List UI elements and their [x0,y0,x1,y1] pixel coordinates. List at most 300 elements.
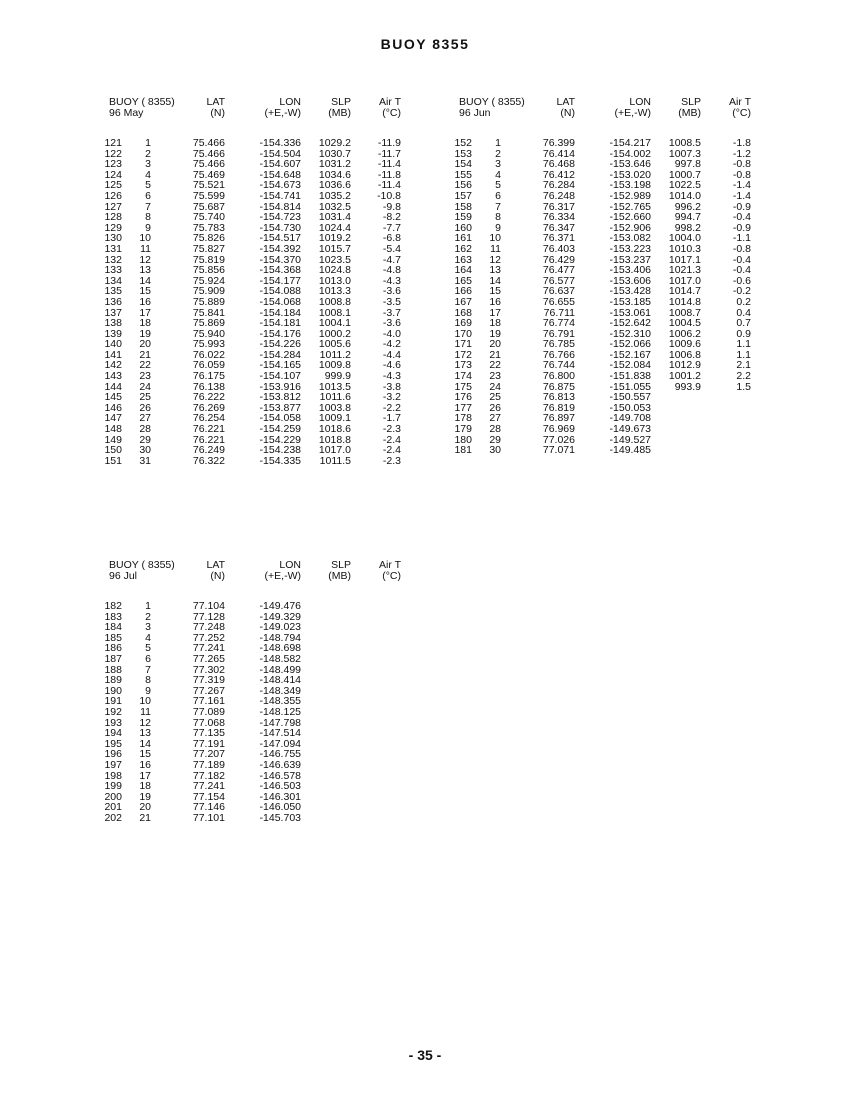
day-of-year-cell: 129 [104,221,122,234]
slp-cell: 1031.2 [318,158,351,171]
day-cell: 16 [139,758,151,771]
day-of-year-cell: 139 [104,327,122,340]
air-temp-cell: -3.6 [382,317,401,330]
lat-cell: 77.191 [192,737,225,750]
lat-cell: 76.059 [192,359,225,372]
lat-cell: 77.154 [192,790,225,803]
day-cell: 10 [139,695,151,708]
lon-cell: -154.741 [259,189,301,202]
day-of-year-cell: 174 [454,370,472,383]
day-of-year-cell: 140 [104,338,122,351]
lat-cell: 76.371 [542,232,575,245]
lat-cell: 77.089 [192,705,225,718]
lat-cell: 77.104 [192,600,225,612]
day-of-year-cell: 148 [104,423,122,436]
slp-cell: 1024.4 [318,221,351,234]
lat-cell: 76.175 [192,370,225,383]
lon-cell: -154.259 [259,423,301,436]
lat-cell: 76.897 [542,412,575,425]
lat-cell: 75.940 [192,327,225,340]
lon-cell: -146.578 [259,769,301,782]
lat-unit: (N) [210,570,225,582]
day-cell: 10 [139,232,151,245]
air-temp-cell: -0.2 [732,285,751,298]
lat-header: LAT [206,96,225,108]
lat-cell: 77.068 [192,716,225,729]
air-temp-cell: -3.7 [382,306,401,319]
air-temp-cell: -4.2 [382,338,401,351]
day-cell: 17 [489,306,501,319]
air-temp-cell: -9.8 [382,200,401,213]
day-of-year-cell: 125 [104,179,122,192]
lat-cell: 76.322 [192,454,225,467]
air-temp-cell: 0.4 [736,306,751,319]
lat-cell: 76.221 [192,433,225,446]
day-of-year-cell: 200 [104,790,122,803]
buoy-header: BUOY ( 8355) [459,96,525,108]
lat-cell: 75.599 [192,189,225,202]
lat-cell: 76.711 [543,306,575,319]
lat-cell: 75.466 [192,137,225,149]
lat-cell: 76.655 [542,295,575,308]
lon-cell: -152.642 [609,317,651,330]
day-cell: 15 [489,285,501,298]
day-cell: 18 [489,317,501,330]
day-of-year-cell: 189 [104,674,122,687]
slp-cell: 1017.0 [668,274,701,287]
lon-cell: -153.406 [609,264,651,277]
day-of-year-cell: 195 [104,737,122,750]
air-temp-cell: -4.0 [382,327,401,340]
lon-cell: -148.582 [259,652,301,665]
lon-cell: -154.058 [259,412,301,425]
air-temp-cell: -0.4 [732,211,751,224]
air-temp-cell: -0.9 [732,200,751,213]
slp-cell: 1008.5 [668,137,701,149]
day-of-year-cell: 194 [104,727,122,740]
day-of-year-cell: 127 [104,200,122,213]
lon-cell: -154.238 [259,444,301,457]
day-of-year-cell: 183 [104,610,122,623]
day-cell: 13 [489,264,501,277]
day-of-year-cell: 138 [104,317,122,330]
slp-cell: 1011.6 [319,391,351,404]
day-of-year-cell: 199 [104,780,122,793]
lon-cell: -153.237 [609,253,651,266]
air-temp-cell: -1.4 [732,179,751,192]
slp-cell: 998.2 [674,221,701,234]
day-cell: 3 [145,158,151,171]
lat-cell: 76.138 [192,380,225,393]
lon-cell: -154.226 [259,338,301,351]
lon-cell: -154.217 [609,137,651,149]
lon-cell: -152.066 [609,338,651,351]
slp-cell: 1014.0 [668,189,701,202]
lon-cell: -154.392 [259,242,301,255]
lon-cell: -154.723 [259,211,301,224]
lat-cell: 76.414 [542,147,575,160]
lon-cell: -146.755 [259,748,301,761]
lat-cell: 77.252 [192,631,225,644]
day-cell: 8 [145,211,151,224]
lon-cell: -149.023 [259,621,301,634]
day-of-year-cell: 171 [454,338,472,351]
day-of-year-cell: 179 [454,423,472,436]
day-of-year-cell: 143 [104,370,122,383]
lon-cell: -152.989 [609,189,651,202]
day-cell: 1 [145,137,151,149]
air-temp-cell: 0.9 [736,327,751,340]
day-cell: 3 [145,621,151,634]
lat-cell: 76.813 [542,391,575,404]
lon-cell: -154.673 [259,179,301,192]
period-label: 96 Jul [109,570,138,582]
air-temp-cell: -5.4 [382,242,401,255]
slp-cell: 1017.1 [668,253,701,266]
lon-cell: -154.368 [259,264,301,277]
air-temp-cell: -2.3 [382,454,401,467]
slp-cell: 1013.5 [318,380,351,393]
day-of-year-cell: 190 [104,684,122,697]
day-cell: 12 [139,253,151,266]
day-of-year-cell: 196 [104,748,122,761]
slp-cell: 1009.6 [668,338,701,351]
slp-cell: 1005.6 [318,338,351,351]
lat-cell: 75.819 [192,253,225,266]
air-temp-cell: -2.4 [382,433,401,446]
day-cell: 8 [495,211,501,224]
lat-cell: 76.429 [542,253,575,266]
day-of-year-cell: 172 [454,348,472,361]
slp-unit: (MB) [678,107,701,119]
day-cell: 27 [139,412,151,425]
buoy-header: BUOY ( 8355) [109,96,175,108]
lon-cell: -154.517 [259,232,301,245]
lat-cell: 77.265 [192,652,225,665]
air-temp-cell: -0.4 [732,253,751,266]
day-cell: 17 [139,306,151,319]
day-of-year-cell: 178 [454,412,472,425]
lon-unit: (+E,-W) [264,107,301,119]
lat-cell: 76.249 [192,444,225,457]
day-of-year-cell: 198 [104,769,122,782]
lat-cell: 76.875 [542,380,575,393]
day-of-year-cell: 161 [454,232,472,245]
day-cell: 16 [489,295,501,308]
lon-cell: -151.055 [609,380,651,393]
lon-cell: -154.229 [259,433,301,446]
air-temp-cell: -1.2 [732,147,751,160]
lon-cell: -149.527 [609,433,651,446]
day-of-year-cell: 144 [104,380,122,393]
lat-cell: 76.819 [542,401,575,414]
lat-cell: 77.146 [192,801,225,814]
lon-cell: -149.476 [259,600,301,612]
slp-cell: 1003.8 [318,401,351,414]
day-cell: 13 [139,264,151,277]
day-cell: 12 [139,716,151,729]
day-of-year-cell: 141 [104,348,122,361]
slp-cell: 1010.3 [668,242,701,255]
day-cell: 9 [145,221,151,234]
day-cell: 21 [139,811,151,824]
slp-cell: 1000.2 [318,327,351,340]
lat-cell: 76.637 [542,285,575,298]
lon-cell: -154.648 [259,168,301,181]
air-temp-cell: -2.4 [382,444,401,457]
day-cell: 2 [145,147,151,160]
day-of-year-cell: 186 [104,642,122,655]
day-cell: 18 [139,780,151,793]
day-cell: 20 [139,801,151,814]
slp-header: SLP [331,96,351,108]
lat-cell: 76.744 [542,359,575,372]
day-cell: 23 [489,370,501,383]
page-title: BUOY 8355 [380,36,470,52]
lon-cell: -153.082 [609,232,651,245]
day-cell: 14 [139,737,151,750]
lon-cell: -148.355 [259,695,301,708]
lat-cell: 77.182 [192,769,225,782]
day-of-year-cell: 202 [104,811,122,824]
lon-cell: -145.703 [259,811,301,824]
lat-cell: 75.993 [192,338,225,351]
slp-cell: 1018.6 [318,423,351,436]
slp-cell: 1013.3 [318,285,351,298]
lat-cell: 75.827 [192,242,225,255]
day-cell: 5 [495,179,501,192]
lat-cell: 76.317 [542,200,575,213]
slp-cell: 1029.2 [318,137,351,149]
lat-cell: 77.241 [192,780,225,793]
lat-cell: 75.469 [192,168,225,181]
air-temp-unit: (°C) [732,107,751,119]
lon-header: LON [279,559,301,571]
lat-cell: 76.248 [542,189,575,202]
slp-cell: 1004.1 [318,317,351,330]
day-cell: 1 [495,137,501,149]
day-cell: 15 [139,748,151,761]
slp-cell: 999.9 [324,370,351,383]
slp-cell: 1030.7 [318,147,351,160]
lat-cell: 77.135 [192,727,225,740]
slp-cell: 1032.5 [318,200,351,213]
lon-cell: -154.370 [259,253,301,266]
day-of-year-cell: 121 [104,137,122,149]
page-number: - 35 - [408,1047,442,1063]
lat-cell: 75.521 [192,179,225,192]
lon-cell: -153.020 [609,168,651,181]
air-temp-cell: -6.8 [382,232,401,245]
lon-cell: -153.812 [259,391,301,404]
lat-cell: 77.161 [192,695,225,708]
day-cell: 22 [489,359,501,372]
slp-cell: 1019.2 [318,232,351,245]
day-of-year-cell: 192 [104,705,122,718]
lat-cell: 76.468 [542,158,575,171]
day-of-year-cell: 137 [104,306,122,319]
lon-cell: -151.838 [609,370,651,383]
slp-cell: 1031.4 [318,211,351,224]
lon-cell: -154.336 [259,137,301,149]
lon-cell: -148.698 [259,642,301,655]
lat-cell: 76.800 [542,370,575,383]
slp-cell: 1008.7 [668,306,701,319]
lat-cell: 75.783 [192,221,225,234]
air-temp-cell: -3.2 [382,391,401,404]
day-cell: 9 [145,684,151,697]
day-of-year-cell: 147 [104,412,122,425]
air-temp-cell: -0.8 [732,242,751,255]
slp-cell: 994.7 [674,211,701,224]
lat-cell: 75.466 [192,147,225,160]
slp-cell: 996.2 [674,200,701,213]
lon-cell: -146.050 [259,801,301,814]
lat-cell: 77.267 [192,684,225,697]
lat-cell: 76.412 [542,168,575,181]
air-temp-cell: -1.7 [382,412,401,425]
air-temp-cell: -3.5 [382,295,401,308]
lat-cell: 75.687 [192,200,225,213]
day-of-year-cell: 152 [454,137,472,149]
lon-cell: -154.184 [259,306,301,319]
day-of-year-cell: 184 [104,621,122,634]
day-cell: 5 [145,179,151,192]
day-of-year-cell: 201 [104,801,122,814]
day-cell: 15 [139,285,151,298]
slp-cell: 1018.8 [318,433,351,446]
day-cell: 14 [139,274,151,287]
day-cell: 26 [139,401,151,414]
day-cell: 26 [489,401,501,414]
day-of-year-cell: 136 [104,295,122,308]
day-of-year-cell: 154 [454,158,472,171]
lon-cell: -154.181 [259,317,301,330]
lon-cell: -153.606 [609,274,651,287]
lon-cell: -147.094 [259,737,301,750]
air-temp-cell: -4.4 [382,348,401,361]
lon-cell: -147.514 [259,727,301,740]
lon-cell: -154.165 [259,359,301,372]
day-cell: 25 [489,391,501,404]
day-cell: 29 [489,433,501,446]
lon-cell: -150.557 [609,391,651,404]
air-temp-cell: 2.2 [736,370,751,383]
day-of-year-cell: 122 [104,147,122,160]
slp-cell: 1034.6 [318,168,351,181]
lon-cell: -154.176 [259,327,301,340]
air-temp-cell: -0.4 [732,264,751,277]
lon-cell: -153.198 [609,179,651,192]
air-temp-cell: -2.2 [382,401,401,414]
lat-unit: (N) [560,107,575,119]
day-cell: 30 [139,444,151,457]
lat-cell: 75.826 [192,232,225,245]
lat-cell: 75.841 [192,306,225,319]
air-temp-cell: -10.8 [377,189,401,202]
air-temp-cell: 1.5 [736,380,751,393]
day-cell: 16 [139,295,151,308]
air-temp-cell: -4.3 [382,274,401,287]
day-cell: 19 [139,327,151,340]
air-temp-cell: -0.6 [732,274,751,287]
day-cell: 29 [139,433,151,446]
day-cell: 5 [145,642,151,655]
day-cell: 17 [139,769,151,782]
day-cell: 22 [139,359,151,372]
air-temp-cell: -11.4 [377,158,401,171]
day-of-year-cell: 153 [454,147,472,160]
day-cell: 24 [139,380,151,393]
air-temp-header: Air T [729,96,751,108]
day-cell: 2 [495,147,501,160]
lat-cell: 75.889 [192,295,225,308]
lat-cell: 76.222 [192,391,225,404]
air-temp-cell: 0.7 [736,317,751,330]
lon-cell: -153.428 [609,285,651,298]
day-of-year-cell: 169 [454,317,472,330]
day-of-year-cell: 142 [104,359,122,372]
day-cell: 11 [490,242,501,255]
lon-cell: -148.414 [259,674,301,687]
lon-cell: -153.185 [609,295,651,308]
day-of-year-cell: 180 [454,433,472,446]
lat-cell: 76.969 [542,423,575,436]
slp-cell: 1011.2 [319,348,351,361]
lon-cell: -146.301 [259,790,301,803]
lon-cell: -148.794 [259,631,301,644]
day-of-year-cell: 160 [454,221,472,234]
day-of-year-cell: 124 [104,168,122,181]
air-temp-cell: -4.8 [382,264,401,277]
day-of-year-cell: 159 [454,211,472,224]
day-of-year-cell: 151 [104,454,122,467]
lon-cell: -154.068 [259,295,301,308]
slp-cell: 1007.3 [668,147,701,160]
day-of-year-cell: 162 [454,242,472,255]
lon-cell: -152.660 [609,211,651,224]
air-temp-cell: -11.4 [377,179,401,192]
day-of-year-cell: 176 [454,391,472,404]
lon-cell: -153.646 [609,158,651,171]
day-of-year-cell: 130 [104,232,122,245]
day-of-year-cell: 123 [104,158,122,171]
day-cell: 21 [139,348,151,361]
slp-cell: 1009.1 [318,412,351,425]
day-of-year-cell: 128 [104,211,122,224]
lat-cell: 77.101 [192,811,225,824]
lon-header: LON [629,96,651,108]
lat-header: LAT [206,559,225,571]
day-of-year-cell: 164 [454,264,472,277]
air-temp-cell: 1.1 [736,348,751,361]
lat-cell: 77.071 [542,444,575,457]
slp-header: SLP [681,96,701,108]
lat-cell: 76.399 [542,137,575,149]
lat-cell: 77.207 [192,748,225,761]
slp-cell: 1012.9 [668,359,701,372]
lat-cell: 76.347 [542,221,575,234]
lon-unit: (+E,-W) [264,570,301,582]
day-cell: 4 [145,631,151,644]
lat-cell: 76.766 [542,348,575,361]
day-cell: 19 [489,327,501,340]
slp-cell: 1024.8 [318,264,351,277]
air-temp-cell: 1.1 [736,338,751,351]
air-temp-cell: 2.1 [736,359,751,372]
day-of-year-cell: 188 [104,663,122,676]
day-of-year-cell: 167 [454,295,472,308]
